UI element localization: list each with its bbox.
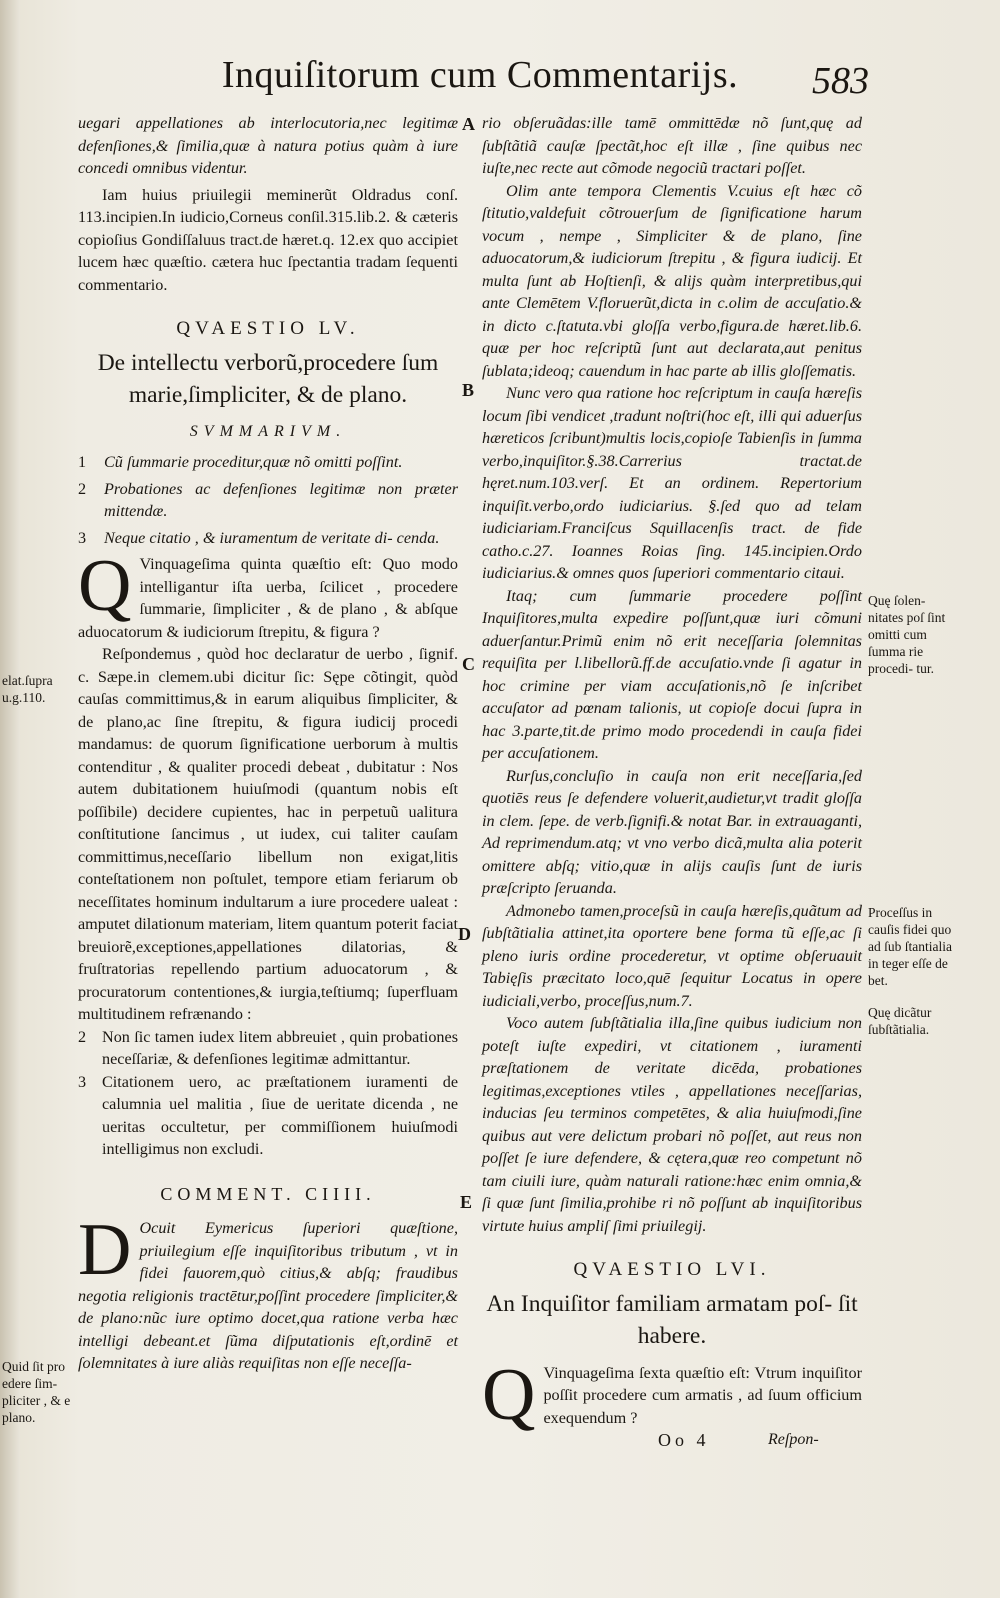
summarium-number: 3 <box>78 528 87 547</box>
margin-letter: C <box>462 654 475 674</box>
summarium-item <box>78 478 458 523</box>
summarium-number: 2 <box>78 479 87 498</box>
question-lv-body: Vinquageſima quinta quæſtio eſt: Quo modo intelligantur iſta uerba, ſcilicet , procedere ſummarie, ſimpliciter , & de plano , & abſque aduocatorum & iudiciorum ſtrepitu, & figura ? <box>78 555 458 641</box>
summarium-text: Neque citatio , & iuramentum de veritate di- cenda. <box>104 528 440 547</box>
comment-body: Ocuit Eymericus ſuperiori quæſtione, priuilegium eſſe inquiſitoribus tributum , vt in fidei fauorem,quò citius,& abſq; fraudibus negotia religionis tractētur,poſſint procedere ſimpliciter,& de plano:nũc iure optimo docet,qua ratione verba hæc intelligi debeant.et ſũma diſputationis eſt,ordinē et ſolemnitates à iure aliàs requiſitas non eſſe neceſſa- <box>78 1219 458 1372</box>
question-title-lvi: An Inquiſitor familiam armatam poſ- ſit habere. <box>486 1290 858 1349</box>
comment-text <box>78 1209 458 1375</box>
summarium-text: Probationes ac defenſiones legitimæ non præter mittendæ. <box>104 479 458 520</box>
numbered-paragraph <box>78 1071 458 1161</box>
left-paragraph-2: Iam huius priuilegii meminerũt Oldradus conſ. 113.incipien.In iudicio,Corneus conſil.315.lib.2. & cæteris copioſius Gondiſſaluus tract.de hæret.q. 12.ex quo accipiet lucem hæc quæſtio. cætera huc ſpectantia tradam ſequenti commentario. <box>78 185 458 294</box>
summarium-item <box>78 451 458 474</box>
margin-letter: D <box>458 924 471 944</box>
margin-letter: B <box>462 380 475 400</box>
summarium-item <box>78 527 458 550</box>
summarium-number: 1 <box>78 453 87 471</box>
question-heading-lvi: QVAESTIO LVI. <box>573 1259 771 1280</box>
paragraph-text: Citationem uero, ac præſtationem iuramenti de calumnia uel malitia , ſiue de ueritate dicenda , ne ueritas occultetur, per commiſſionem huiuſmodi intelligimus non excludi. <box>102 1072 458 1158</box>
margin-letter: E <box>460 1192 473 1212</box>
paragraph-text: Non ſic tamen iudex litem abbreuiet , quin probationes neceſſariæ, & defenſiones legitimæ admittantur. <box>102 1027 458 1068</box>
side-note: Quid ſit pro edere ſim- pliciter , & e plano. <box>2 1359 71 1425</box>
right-paragraph-7: Voco autem ſubſtãtialia illa,ſine quibus iudicium non poteſt iuſte expediri, vt citationem , iuramenti præſtationem de veritate dicēda, probationes legitimas,exceptiones vtiles , appellationes neceſſarias, inducias ſeu terminos competētes, & alia huiuſmodi,ſine quibus aut vere delictum probari nõ poſſet, aut reus non poſſet ſe iure defendere, & cętera,quæ reo competunt nõ tam ciuili iure, quàm naturali ratione:hæc enim omnia,& ſi quæ ſunt ſimilia,prohibe ri nõ poſſunt ab inquiſitoribus virtute huius ampliſ ſimi priuilegij. <box>482 1014 862 1235</box>
drop-cap: Q <box>78 545 132 627</box>
right-paragraph-5: Rurſus,concluſio in cauſa non erit neceſſaria,ſed quotiēs reus ſe defendere voluerit,audietur,vt tradit gloſſa in clem. ſepe. de verb.ſignifi.& notat Bar. in extrauaganti, Ad reprimendum.atq; vt vno verbo dicã,multa alia poterit omittere abſq; vitio,quæ in alijs cauſis ſunt de iuris præſcripto ſeruanda. <box>482 766 862 897</box>
drop-cap: Q <box>482 1353 536 1436</box>
signature-mark: Oo 4 <box>658 1430 710 1450</box>
summarium-text: Cũ ſummarie proceditur,quæ nõ omitti poſſint. <box>104 453 403 471</box>
question-lv-text <box>78 545 458 643</box>
paragraph-number: 2 <box>78 1027 87 1046</box>
side-note: elat.ſupra u.g.110. <box>2 673 53 705</box>
right-paragraph-6: Admonebo tamen,proceſsũ in cauſa hæreſis,quãtum ad ſubſtãtialia attinet,ita oportere bene forma tũ eſſe,ac ſi pleno iuris ordine procederetur, vt optime obſeruauit Tabięſis præcitato loco,quē ſequitur Locatus in opere iudiciali,verbo, proceſſus,num.7. <box>482 901 862 1010</box>
right-column <box>482 112 862 1453</box>
running-title: Inquiſitorum cum Commentarijs. <box>221 54 739 96</box>
paragraph-number: 3 <box>78 1072 87 1091</box>
right-paragraph-2: Olim ante tempora Clementis V.cuius eſt hæc cõ ſtitutio,valdefuit cõtrouerſum de ſignificatione harum vocum , nempe , Simpliciter & de plano, ſine aduocatorum,& iudiciorum ſtrepitu , & figura iudicij. Et multa ſunt ab Hoſtienſi, & alijs quàm interpretibus,qui ante Clemētem V.floruerũt,dicta in c.olim de accuſatio.& in dicto c.ſtatuta.vbi gloſſa verbo,figura.de hæret.lib.6. quæ per hoc reſcriptũ ſunt aut declarata,aut penitus ſublata;ideoq; cauendum in hac parte ab illis gloſſematis. <box>482 181 862 380</box>
drop-cap: D <box>78 1209 132 1291</box>
left-column <box>78 112 458 1375</box>
page-number: 583 <box>812 60 869 102</box>
side-note: Proceſſus in cauſis fidei quo ad ſub ſtantialia in teger eſſe de bet. <box>868 905 952 988</box>
right-paragraph-4: Itaq; cum ſummarie procedere poſſint Inquiſitores,multa expedire poſſunt,quæ iuri cõmuni aduerſantur.Primũ enim nõ erit neceſſaria ſolemnitas requiſita per l.libellorũ.ff.de accuſatio.vnde ſi agatur in hoc crimine per viam accuſationis,nõ ſe inſcribet accuſator ad pœnam talionis, ut copioſe docui ſupra in hac 3.parte,tit.de primo modo procedendi in cauſa fidei per accuſationem. <box>482 586 862 762</box>
right-paragraph-3: Nunc vero qua ratione hoc reſcriptum in cauſa hæreſis locum ſibi vendicet ,tradunt noſtri(hoc eſt, illi qui aduerſus hæreticos ſcribunt)multis locis,copioſe Tabienſis in ſumma verbo,inquiſitor.§.38.Carrerius tractat.de hęret.num.103.verſ. Et an ordinem. Repertorium inquiſit.verbo,ordo iudiciarius. §.ſed quo ad telam iudiciariam.Franciſcus Squillacenſis tract. de fide catho.c.27. Ioannes Roias ſing. 145.incipien.Ordo iudiciarius.& omnes quos ſuperiori commentario citaui. <box>482 384 862 582</box>
question-heading-lv: QVAESTIO LV. <box>176 318 360 339</box>
respondemus-paragraph: Reſpondemus , quòd hoc declaratur de uerbo , ſignif. c. Sæpe.in clemem.ubi dicitur ſic: Sępe cõtingit, quòd cauſas committimus,& in earum aliquibus ſimpliciter, & de plano,ac ſine ſtrepitu, & figura iudicij procedi mandamus: de quorum ſignificatione uerborum à multis contenditur , & qualiter procedi debeat , dubitatur : Nos autem dubitationem huiuſmodi (quantum nobis eſt poſſibile) decidere cupientes, hac in perpetuũ ualitura conſtitutione ſancimus , ut iudex, cui taliter cauſam committimus,neceſſario libellum non exigat,litis conteſtationem non poſtulet, tempore etiam feriarum ob neceſſitates hominum indultarum a iure procedere ualeat : amputet dilationum materiam, litem quantum poterit faciat breuiorẽ,exceptiones,appellationes dilatorias, & fruſtratorias repellendo partium aduocatorum , & procuratorum contentiones,& iurgia,teſtiumq; ſuperfluam multitudinem refrænando : <box>78 645 458 1023</box>
right-paragraph-1: rio obſeruãdas:ille tamē ommittēdæ nõ ſunt,quę ad ſubſtãtiã cauſæ ſpectãt,hoc eſt illæ , ſine quibus nec iuſte,nec recte aut cõmode negociũ tractari poſſet. <box>482 114 862 177</box>
side-note: Quę dicãtur ſubſtãtialia. <box>868 1005 932 1037</box>
question-title-lv: De intellectu verborũ,procedere ſum marie,ſimpliciter, & de plano. <box>97 349 439 408</box>
comment-heading: COMMENT. CIIII. <box>160 1183 376 1204</box>
question-lvi-text <box>482 1353 862 1436</box>
left-paragraph-1: uegari appellationes ab interlocutoria,nec legitimæ defenſiones,& ſimilia,quæ à natura potius quàm à iure concedi omnibus videntur. <box>78 114 458 177</box>
numbered-paragraph <box>78 1026 458 1071</box>
signature-line <box>482 1429 862 1453</box>
margin-letter: A <box>462 114 475 134</box>
catchword: Reſpon- <box>768 1431 819 1448</box>
question-lvi-body: Vinquageſima ſexta quæſtio eſt: Vtrum inquiſitor poſſit procedere cum armatis , ad ſuum officium exequendum ? <box>543 1363 862 1427</box>
summarium-heading: SVMMARIVM. <box>189 422 347 440</box>
side-note: Quę ſolen- nitates poſ ſint omitti cum ſumma rie procedi- tur. <box>868 593 946 676</box>
